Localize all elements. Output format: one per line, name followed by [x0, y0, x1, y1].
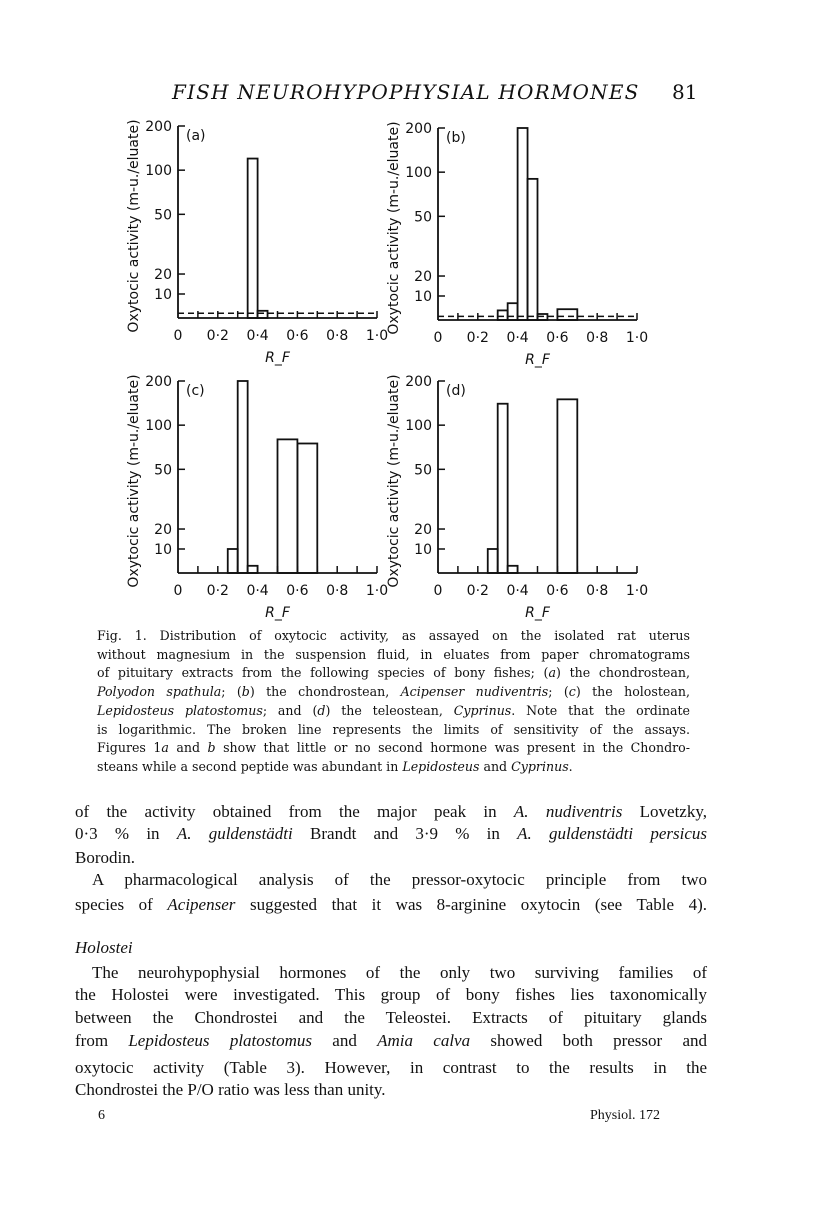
caption-text: ) the chondrostean,	[249, 684, 401, 699]
body-text: species of	[75, 895, 168, 914]
y-tick-label: 100	[145, 163, 172, 180]
chart-a	[120, 85, 390, 367]
x-tick-label: 1·0	[365, 583, 389, 599]
caption-text: Cyprinus	[453, 703, 512, 718]
body-text: of the activity obtained from the major peak in	[75, 802, 514, 821]
caption-text: Fig. 1. Distribution of oxytocic activity, as assayed on the isolated rat uterus	[97, 628, 690, 643]
caption-text: show that little or no second hormone was present in the Chondro-	[215, 740, 690, 755]
y-tick-label: 20	[414, 269, 432, 286]
caption-line	[97, 665, 690, 681]
y-tick-label: 50	[414, 462, 432, 479]
bar	[248, 566, 258, 573]
x-tick-label: 0·2	[206, 583, 229, 599]
y-tick-label: 50	[414, 209, 432, 226]
bar	[297, 443, 317, 573]
body-text: The neurohypophysial hormones of the only two surviving families of	[75, 963, 707, 982]
body-text: Amia calva	[377, 1031, 471, 1050]
caption-text: Acipenser nudiventris	[400, 684, 549, 699]
caption-text: Lepidosteus platostomus	[97, 703, 263, 718]
x-tick-label: 0·4	[246, 583, 269, 599]
x-tick-label: 1·0	[365, 328, 389, 344]
body-text: and	[312, 1031, 378, 1050]
body-text: from	[75, 1031, 129, 1050]
y-tick-label: 200	[405, 374, 432, 390]
x-tick-label: 0·8	[586, 583, 609, 599]
panel-label: (c)	[186, 383, 205, 399]
caption-text: d	[317, 703, 326, 718]
caption-text: a	[548, 665, 556, 680]
y-tick-label: 100	[145, 418, 172, 435]
body-text: oxytocic activity (Table 3). However, in contrast to the results in the	[75, 1058, 707, 1077]
y-axis-label: Oxytocic activity (m-u./eluate)	[386, 121, 402, 335]
x-tick-label: 0·2	[466, 330, 489, 346]
y-tick-label: 200	[145, 374, 172, 390]
bar	[238, 381, 248, 573]
x-tick-label: 0·4	[506, 583, 529, 599]
body-line	[75, 963, 707, 983]
x-axis-label: R_F	[265, 350, 290, 366]
x-tick-label: 0·4	[506, 330, 529, 346]
x-tick-label: 0·2	[206, 328, 229, 344]
caption-line	[97, 759, 690, 775]
bar	[557, 399, 577, 573]
body-line	[75, 1058, 707, 1078]
body-text: the Holostei were investigated. This group of bony fishes lies taxonomically	[75, 985, 707, 1004]
x-tick-label: 1·0	[625, 583, 649, 599]
y-tick-label: 20	[154, 267, 172, 284]
caption-line	[97, 628, 690, 644]
body-line	[75, 1008, 707, 1028]
y-tick-label: 50	[154, 207, 172, 224]
x-tick-label: 0·6	[546, 330, 569, 346]
body-text: Brandt and 3·9 % in	[292, 824, 518, 843]
x-tick-label: 0·6	[286, 328, 309, 344]
body-text: 0·3 % in	[75, 824, 177, 843]
caption-text: of pituitary extracts from the following species of bony fishes; (	[97, 665, 549, 680]
body-line	[75, 938, 707, 958]
caption-text: Figures 1	[97, 740, 162, 755]
bar	[488, 549, 498, 573]
caption-text: is logarithmic. The broken line represents the limits of sensitivity of the assays.	[97, 722, 690, 737]
caption-text: ) the teleostean,	[325, 703, 454, 718]
body-line	[75, 824, 707, 844]
body-text: A. nudiventris	[513, 802, 623, 821]
x-tick-label: 0	[173, 328, 183, 344]
caption-text: ; (	[221, 684, 242, 699]
running-title: FISH NEUROHYPOPHYSIAL HORMONES	[172, 80, 640, 104]
body-line	[75, 848, 707, 868]
x-tick-label: 0	[433, 583, 443, 599]
y-tick-label: 50	[154, 462, 172, 479]
footer-journal: Physiol. 172	[590, 1108, 661, 1123]
caption-text: Lepidosteus	[402, 759, 480, 774]
bar	[498, 404, 508, 573]
caption-line	[97, 740, 690, 756]
caption-text: ) the chondrostean,	[555, 665, 690, 680]
bar	[557, 309, 577, 320]
y-tick-label: 20	[414, 522, 432, 539]
x-axis-label: R_F	[265, 605, 290, 621]
chart-b	[380, 87, 650, 369]
y-tick-label: 10	[154, 287, 172, 303]
body-text: A pharmacological analysis of the pressor-oxytocic principle from two	[75, 870, 707, 889]
body-text: Holostei	[75, 938, 133, 957]
body-line	[75, 1080, 707, 1100]
y-tick-label: 10	[414, 542, 432, 558]
y-tick-label: 100	[405, 165, 432, 182]
caption-text: and	[168, 740, 208, 755]
bar	[278, 439, 298, 573]
panel-label: (a)	[186, 128, 206, 144]
body-line	[75, 985, 707, 1005]
caption-text: b	[241, 684, 250, 699]
panel-label: (b)	[446, 130, 466, 146]
body-text: Lepidosteus platostomus	[128, 1031, 313, 1050]
x-tick-label: 0	[433, 330, 443, 346]
body-text: A. guldenstädti	[176, 824, 293, 843]
caption-text: .	[568, 759, 573, 774]
caption-text: a	[161, 740, 169, 755]
body-line	[75, 895, 707, 915]
bar	[498, 310, 508, 320]
body-text: Acipenser	[167, 895, 236, 914]
bar	[508, 566, 518, 573]
y-axis-label: Oxytocic activity (m-u./eluate)	[386, 374, 402, 588]
body-text: between the Chondrostei and the Teleostei. Extracts of pituitary glands	[75, 1008, 707, 1027]
caption-line	[97, 722, 690, 738]
body-text: suggested that it was 8-arginine oxytocin (see Table 4).	[235, 895, 707, 914]
caption-text: . Note that the ordinate	[511, 703, 690, 718]
bar	[508, 303, 518, 320]
body-line	[75, 1031, 707, 1051]
bar	[258, 311, 268, 318]
x-tick-label: 0·4	[246, 328, 269, 344]
chart-d	[380, 340, 650, 622]
caption-text: b	[207, 740, 216, 755]
caption-text: without magnesium in the suspension fluid, in eluates from paper chromatograms	[97, 647, 690, 662]
body-text: Borodin.	[75, 848, 135, 867]
page-number: 81	[672, 80, 698, 104]
y-axis-label: Oxytocic activity (m-u./eluate)	[126, 119, 142, 333]
x-tick-label: 0·8	[326, 583, 349, 599]
x-tick-label: 0·2	[466, 583, 489, 599]
caption-line	[97, 684, 690, 700]
body-text: Lovetzky,	[622, 802, 707, 821]
panel-label: (d)	[446, 383, 466, 399]
x-tick-label: 0·8	[586, 330, 609, 346]
body-text: Chondrostei the P/O ratio was less than unity.	[75, 1080, 386, 1099]
x-tick-label: 0·8	[326, 328, 349, 344]
y-tick-label: 20	[154, 522, 172, 539]
footer-signature: 6	[98, 1108, 105, 1123]
y-tick-label: 200	[145, 119, 172, 135]
bar	[228, 549, 238, 573]
body-line	[75, 870, 707, 890]
body-line	[75, 802, 707, 822]
bar	[518, 128, 528, 320]
caption-text: Cyprinus	[511, 759, 569, 774]
x-tick-label: 0·6	[286, 583, 309, 599]
caption-text: ) the holostean,	[575, 684, 690, 699]
y-tick-label: 10	[414, 289, 432, 305]
caption-text: steans while a second peptide was abundant in	[97, 759, 403, 774]
y-axis-label: Oxytocic activity (m-u./eluate)	[126, 374, 142, 588]
bar	[248, 159, 258, 318]
bar	[528, 179, 538, 320]
caption-text: ; and (	[262, 703, 318, 718]
y-tick-label: 100	[405, 418, 432, 435]
caption-line	[97, 647, 690, 663]
x-axis-label: R_F	[525, 605, 550, 621]
y-tick-label: 10	[154, 542, 172, 558]
body-text: A. guldenstädti persicus	[517, 824, 707, 843]
chart-c	[120, 340, 390, 622]
caption-line	[97, 703, 690, 719]
body-text: showed both pressor and	[470, 1031, 708, 1050]
x-tick-label: 0·6	[546, 583, 569, 599]
x-axis-label: R_F	[525, 352, 550, 368]
x-tick-label: 0	[173, 583, 183, 599]
x-tick-label: 1·0	[625, 330, 649, 346]
caption-text: and	[479, 759, 512, 774]
caption-text: c	[568, 684, 576, 699]
caption-text: ; (	[548, 684, 569, 699]
caption-text: Polyodon spathula	[97, 684, 222, 699]
y-tick-label: 200	[405, 121, 432, 137]
